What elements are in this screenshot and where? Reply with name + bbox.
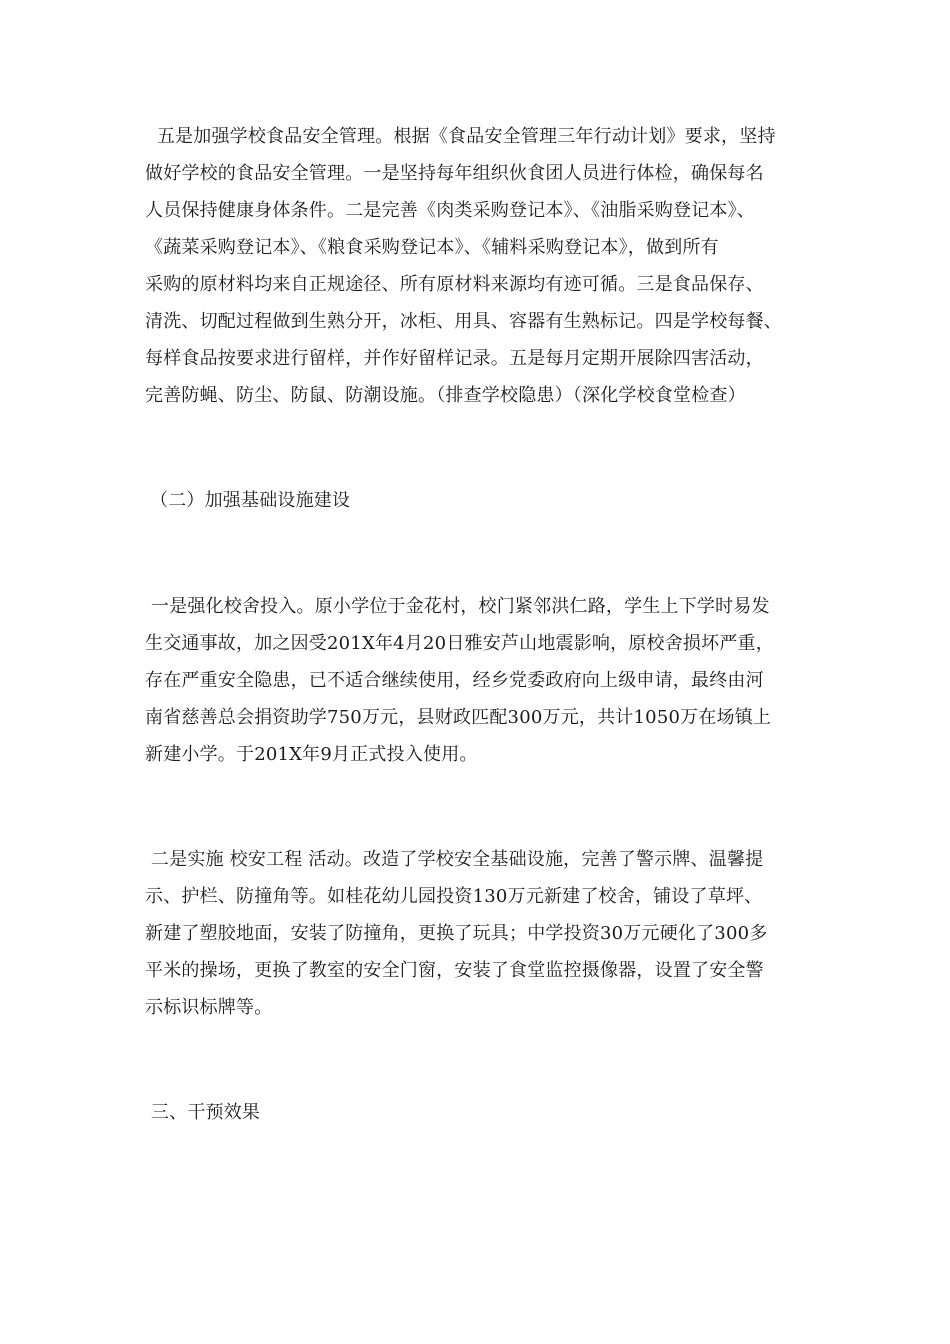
text-line: 清洗、切配过程做到生熟分开，冰柜、用具、容器有生熟标记。四是学校每餐、 xyxy=(145,311,782,332)
text-line: 生交通事故，加之因受201X年4月20日雅安芦山地震影响，原校舍损坏严重， xyxy=(145,633,774,654)
text-line: 一是强化校舍投入。原小学位于金花村，校门紧邻洪仁路，学生上下学时易发 xyxy=(145,596,770,617)
text-line: 五是加强学校食品安全管理。根据《食品安全管理三年行动计划》要求，坚持 xyxy=(145,126,776,147)
text-line: 做好学校的食品安全管理。一是坚持每年组织伙食团人员进行体检，确保每名 xyxy=(145,163,764,184)
text-line: 存在严重安全隐患，已不适合继续使用，经乡党委政府向上级申请，最终由河 xyxy=(145,670,764,691)
text-line: 《蔬菜采购登记本》、《粮食采购登记本》、《辅料采购登记本》，做到所有 xyxy=(145,237,719,258)
text-line: 新建了塑胶地面，安装了防撞角，更换了玩具；中学投资30万元硬化了300多 xyxy=(145,923,768,944)
text-line: 人员保持健康身体条件。二是完善《肉类采购登记本》、《油脂采购登记本》、 xyxy=(145,200,755,221)
text-line: 平米的操场，更换了教室的安全门窗，安装了食堂监控摄像器，设置了安全警 xyxy=(145,960,764,981)
text-line: 完善防蝇、防尘、防鼠、防潮设施。（排查学校隐患）（深化学校食堂检查） xyxy=(145,385,746,406)
text-line: 每样食品按要求进行留样，并作好留样记录。五是每月定期开展除四害活动， xyxy=(145,348,764,369)
text-line: 二是实施 校安工程 活动。改造了学校安全基础设施，完善了警示牌、温馨提 xyxy=(145,849,764,870)
text-line: 南省慈善总会捐资助学750万元，县财政匹配300万元，共计1050万在场镇上 xyxy=(145,707,772,728)
text-line: 采购的原材料均来自正规途径、所有原材料来源均有迹可循。三是食品保存、 xyxy=(145,274,764,295)
text-line: 示、护栏、防撞角等。如桂花幼儿园投资130万元新建了校舍，铺设了草坪、 xyxy=(145,886,763,907)
text-line: 新建小学。于201X年9月正式投入使用。 xyxy=(145,744,478,765)
section-heading: 三、干预效果 xyxy=(145,1102,261,1123)
section-heading: （二）加强基础设施建设 xyxy=(150,490,351,511)
text-line: 示标识标牌等。 xyxy=(145,997,273,1018)
